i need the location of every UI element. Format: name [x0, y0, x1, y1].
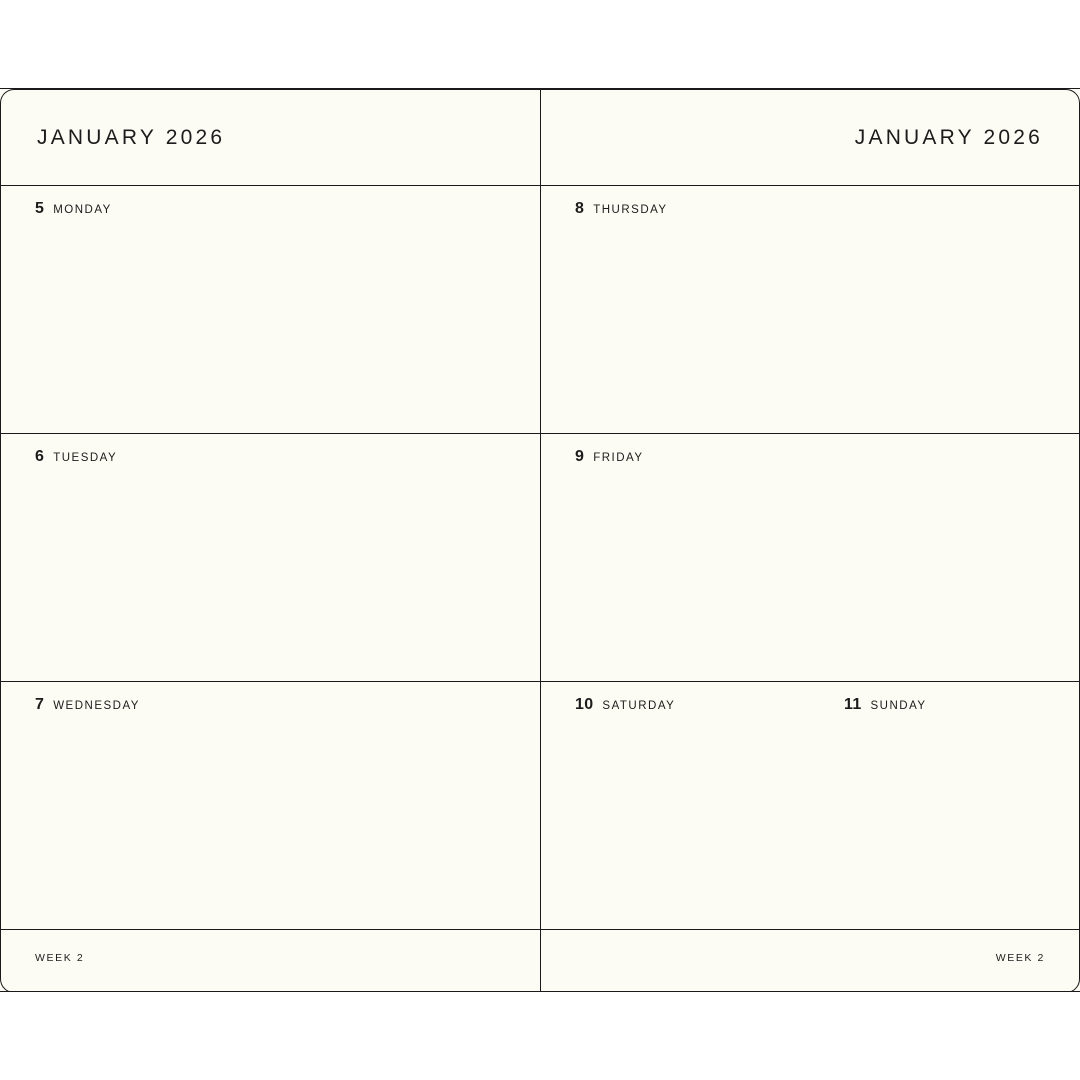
day-name-tuesday: TUESDAY — [53, 452, 118, 464]
left-month-title: JANUARY 2026 — [37, 125, 226, 149]
day-header-thursday — [541, 186, 1079, 218]
day-cell-sunday[interactable] — [810, 682, 1079, 929]
day-cell-thursday[interactable] — [541, 186, 1079, 434]
day-cell-saturday[interactable] — [541, 682, 810, 929]
spine-divider — [540, 89, 541, 992]
right-page-footer — [541, 930, 1079, 986]
day-header-tuesday — [1, 434, 540, 466]
day-number-monday: 5 — [35, 200, 45, 217]
right-month-header — [541, 90, 1079, 186]
left-page-footer — [1, 930, 540, 986]
day-cell-monday[interactable] — [1, 186, 540, 434]
left-page — [0, 89, 540, 992]
left-week-label: WEEK 2 — [35, 952, 85, 964]
day-number-sunday: 11 — [844, 696, 862, 713]
day-name-monday: MONDAY — [53, 204, 112, 216]
day-cell-wednesday[interactable] — [1, 682, 540, 930]
left-month-header — [1, 90, 540, 186]
day-header-monday — [1, 186, 540, 218]
day-header-saturday — [541, 682, 810, 714]
day-name-sunday: SUNDAY — [870, 700, 927, 712]
day-name-friday: FRIDAY — [593, 452, 644, 464]
day-name-saturday: SATURDAY — [602, 700, 676, 712]
day-name-wednesday: WEDNESDAY — [53, 700, 140, 712]
day-header-wednesday — [1, 682, 540, 714]
day-number-friday: 9 — [575, 448, 585, 465]
day-number-wednesday: 7 — [35, 696, 45, 713]
day-number-tuesday: 6 — [35, 448, 45, 465]
day-name-thursday: THURSDAY — [593, 204, 668, 216]
day-header-sunday — [810, 682, 1079, 714]
planner-spread — [0, 88, 1080, 992]
day-cell-weekend — [541, 682, 1079, 930]
right-week-label: WEEK 2 — [995, 952, 1045, 964]
day-header-friday — [541, 434, 1079, 466]
day-cell-tuesday[interactable] — [1, 434, 540, 682]
day-number-thursday: 8 — [575, 200, 585, 217]
day-number-saturday: 10 — [575, 696, 594, 713]
right-month-title: JANUARY 2026 — [854, 125, 1043, 149]
day-cell-friday[interactable] — [541, 434, 1079, 682]
right-page — [540, 89, 1080, 992]
